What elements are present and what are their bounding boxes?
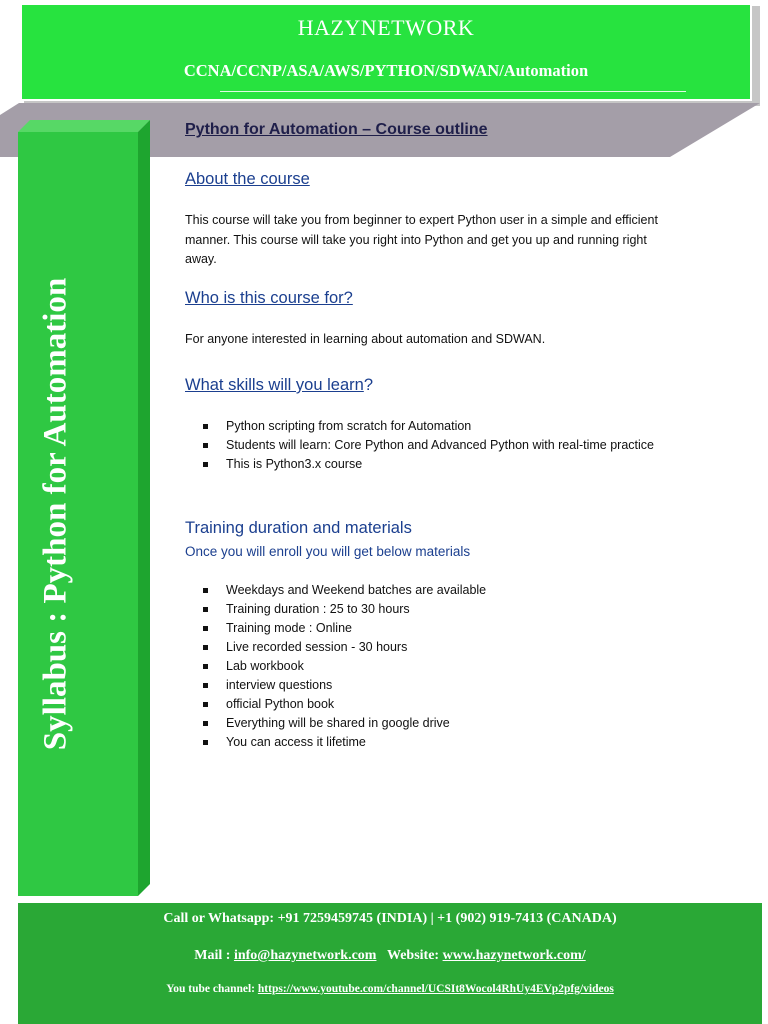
- mail-link[interactable]: info@hazynetwork.com: [233, 948, 377, 963]
- list-item: [203, 733, 673, 752]
- syllabus-pillar: [18, 132, 138, 896]
- header-tagline: CCNA/CCNP/ASA/AWS/PYTHON/SDWAN/Automation: [183, 61, 589, 80]
- list-item: [203, 581, 673, 600]
- list-item-text: Python scripting from scratch for Automation: [226, 419, 472, 433]
- list-item-text: Training mode : Online: [226, 621, 352, 635]
- list-item: [203, 638, 673, 657]
- youtube-link[interactable]: https://www.youtube.com/channel/UCSIt8Wocol4RhUy4EVp2pfg/videos: [257, 983, 614, 995]
- duration-subheading: Once you will enroll you will get below materials: [185, 544, 471, 559]
- bullet-icon: [203, 607, 208, 612]
- youtube-line: [18, 983, 762, 995]
- bullet-icon: [203, 740, 208, 745]
- about-heading: About the course: [185, 170, 310, 188]
- list-item: [203, 600, 673, 619]
- duration-heading: Training duration and materials: [185, 519, 412, 537]
- list-item-text: Lab workbook: [226, 659, 304, 673]
- list-item: [203, 455, 673, 474]
- about-body: This course will take you from beginner to expert Python user in a simple and efficient manner. This course will take you right into Python and get you up and running right away.: [185, 213, 658, 266]
- mail-label: Mail :: [194, 948, 231, 963]
- course-title: Python for Automation – Course outline: [185, 121, 488, 138]
- list-item-text: Weekdays and Weekend batches are available: [226, 583, 487, 597]
- bullet-icon: [203, 462, 208, 467]
- list-item: [203, 714, 673, 733]
- bullet-icon: [203, 702, 208, 707]
- bullet-icon: [203, 683, 208, 688]
- list-item-text: Live recorded session - 30 hours: [226, 640, 408, 654]
- audience-body: For anyone interested in learning about automation and SDWAN.: [185, 332, 546, 346]
- list-item-text: Training duration : 25 to 30 hours: [226, 602, 410, 616]
- list-item-text: interview questions: [226, 678, 333, 692]
- contact-footer: [18, 903, 762, 1024]
- list-item: [203, 657, 673, 676]
- skills-heading: [185, 376, 373, 395]
- list-item: [203, 619, 673, 638]
- syllabus-vertical-title: Syllabus : Python for Automation: [37, 277, 74, 751]
- phone-line: Call or Whatsapp: +91 7259459745 (INDIA) | +1 (902) 919-7413 (CANADA): [163, 911, 617, 926]
- bullet-icon: [203, 588, 208, 593]
- list-item: [203, 417, 673, 436]
- website-link[interactable]: www.hazynetwork.com/: [442, 948, 586, 963]
- audience-heading: Who is this course for?: [185, 289, 353, 307]
- list-item-text: This is Python3.x course: [226, 457, 363, 471]
- list-item: [203, 695, 673, 714]
- header-divider: [220, 91, 686, 92]
- pillar-side-face: [138, 120, 150, 896]
- list-item-text: Everything will be shared in google drive: [226, 716, 450, 730]
- skills-heading-suffix: ?: [363, 376, 373, 394]
- bullet-icon: [203, 721, 208, 726]
- brand-name: HAZYNETWORK: [297, 15, 475, 40]
- materials-list: [203, 581, 673, 752]
- list-item-text: official Python book: [226, 697, 335, 711]
- list-item: [203, 676, 673, 695]
- skills-heading-text: What skills will you learn: [185, 376, 364, 394]
- skills-list: [203, 417, 673, 474]
- bullet-icon: [203, 424, 208, 429]
- website-label: Website:: [386, 948, 440, 963]
- pillar-top-face: [18, 120, 150, 132]
- bullet-icon: [203, 443, 208, 448]
- bullet-icon: [203, 664, 208, 669]
- header-banner: [20, 3, 752, 101]
- list-item: [203, 436, 673, 455]
- mail-website-line: [18, 948, 762, 964]
- bullet-icon: [203, 645, 208, 650]
- youtube-label: You tube channel:: [166, 983, 256, 995]
- list-item-text: You can access it lifetime: [226, 735, 366, 749]
- list-item-text: Students will learn: Core Python and Advanced Python with real-time practice: [226, 438, 655, 452]
- bullet-icon: [203, 626, 208, 631]
